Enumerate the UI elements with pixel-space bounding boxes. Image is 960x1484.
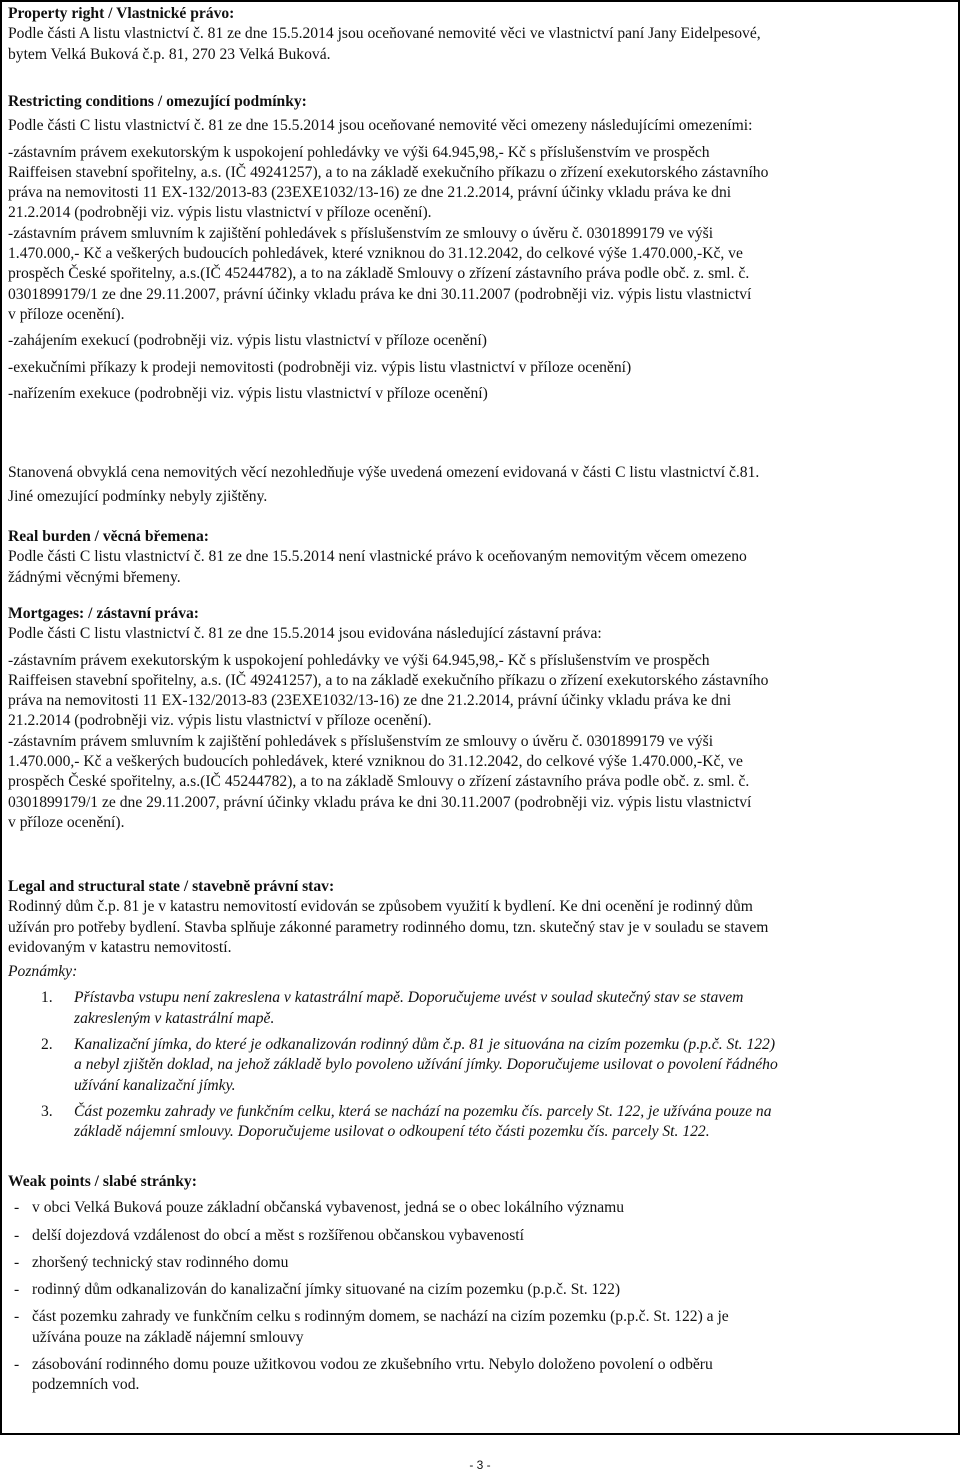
bullet-dash: - bbox=[14, 1308, 20, 1326]
text-line: -zástavním právem smluvním k zajištění pohledávek s příslušenstvím ze smlouvy o úvěru č. 0301899179 ve výši bbox=[8, 732, 714, 750]
text-line: zakresleným v katastrální mapě. bbox=[74, 1009, 275, 1027]
text-line: zásobování rodinného domu pouze užitkovou vodou ze zkušebního vrtu. Nebylo doloženo povolení o odběru bbox=[32, 1356, 713, 1374]
note-number: 1. bbox=[41, 989, 53, 1007]
section-property-right bbox=[8, 4, 950, 65]
text-line: a nebyl zjištěn doklad, na jehož základě bylo povoleno užívání jímky. Doporučujeme usilovat o povolení řádného bbox=[74, 1056, 778, 1074]
text-line: podzemních vod. bbox=[32, 1376, 140, 1394]
real-burden-line: žádnými věcnými břemeny. bbox=[8, 568, 181, 586]
text-line: základě nájemní smlouvy. Doporučujeme usilovat o odkoupení této části pozemku čís. parcely St. 122. bbox=[74, 1123, 710, 1141]
text-line: rodinný dům odkanalizován do kanalizační jímky situované na cizím pozemku (p.p.č. St. 122) bbox=[32, 1281, 621, 1299]
text-line: v příloze ocenění). bbox=[8, 813, 125, 831]
statement-line: Stanovená obvyklá cena nemovitých věcí nezohledňuje výše uvedená omezení evidovaná v části C listu vlastnictví č.81. bbox=[8, 464, 760, 481]
text-line: Rodinný dům č.p. 81 je v katastru nemovitostí evidován se způsobem využití k bydlení. Ke dni ocenění je rodinný dům bbox=[8, 898, 753, 916]
weak-point-item bbox=[8, 1280, 950, 1300]
weak-point-item bbox=[8, 1307, 950, 1348]
real-burden-line: Podle části C listu vlastnictví č. 81 ze dne 15.5.2014 není vlastnické právo k oceňovaným nemovitým věcem omezeno bbox=[8, 548, 747, 566]
text-line: zhoršený technický stav rodinného domu bbox=[32, 1253, 289, 1271]
mortgage-item bbox=[8, 651, 950, 732]
weak-point-item bbox=[8, 1355, 950, 1396]
mortgage-item bbox=[8, 732, 950, 833]
text-line: -zástavním právem exekutorským k uspokojení pohledávky ve výši 64.945,98,- Kč s příslušenstvím ve prospěch bbox=[8, 651, 710, 669]
text-line: Raiffeisen stavební spořitelny, a.s. (IČ 49241257), a to na základě exekučního příkazu o zřízení exekutorského zástavního bbox=[8, 163, 769, 181]
weak-point-item bbox=[8, 1253, 950, 1273]
statement-line: Jiné omezující podmínky nebyly zjištěny. bbox=[8, 488, 268, 506]
legal-heading: Legal and structural state / stavebně právní stav: bbox=[8, 878, 335, 895]
text-line: 0301899179/1 ze dne 29.11.2007, právní účinky vkladu práva ke dni 30.11.2007 (podrobněji viz. výpis listu vlastnictví bbox=[8, 793, 752, 811]
text-line: prospěch České spořitelny, a.s.(IČ 45244782), a to na základě Smlouvy o zřízení zástavního práva podle obč. z. sml. č. bbox=[8, 265, 750, 283]
text-line: 21.2.2014 (podrobněji viz. výpis listu vlastnictví v příloze ocenění). bbox=[8, 204, 432, 222]
text-line: -zástavním právem exekutorským k uspokojení pohledávky ve výši 64.945,98,- Kč s příslušenstvím ve prospěch bbox=[8, 143, 710, 161]
text-line: užívána pouze na základě nájemní smlouvy bbox=[32, 1328, 304, 1346]
note-item bbox=[8, 1035, 950, 1096]
weak-point-item bbox=[8, 1198, 950, 1218]
section-mortgages bbox=[8, 604, 950, 833]
note-item bbox=[8, 988, 950, 1029]
bullet-dash: - bbox=[14, 1281, 20, 1299]
bullet-dash: - bbox=[14, 1356, 20, 1374]
text-line: užívání kanalizační jímky. bbox=[74, 1076, 236, 1094]
page-number: - 3 - bbox=[469, 1458, 491, 1472]
text-line: 1.470.000,- Kč a veškerých budoucích pohledávek, které vzniknou do 31.12.2042, do celkové výše 1.470.000,-Kč, ve bbox=[8, 245, 743, 263]
restricting-item: -exekučními příkazy k prodeji nemovitosti (podrobněji viz. výpis listu vlastnictví v příloze ocenění) bbox=[8, 358, 632, 376]
text-line: práva na nemovitosti 11 EX-132/2013-83 (23EXE1032/13-16) ze dne 21.2.2014, právní účinky vkladu práva ke dni bbox=[8, 184, 732, 202]
notes-label: Poznámky: bbox=[8, 963, 78, 981]
text-line: část pozemku zahrady ve funkčním celku s rodinným domem, se nachází na cizím pozemku (p.p.č. St. 122) a je bbox=[32, 1308, 729, 1326]
restricting-item bbox=[8, 224, 950, 325]
bullet-dash: - bbox=[14, 1199, 20, 1217]
real-burden-heading: Real burden / věcná břemena: bbox=[8, 528, 209, 545]
bullet-dash: - bbox=[14, 1253, 20, 1271]
section-weak-points bbox=[8, 1172, 950, 1396]
section-legal-state bbox=[8, 877, 950, 1143]
weak-points-heading: Weak points / slabé stránky: bbox=[8, 1173, 197, 1190]
restricting-item bbox=[8, 143, 950, 224]
text-line: Kanalizační jímka, do které je odkanalizován rodinný dům č.p. 81 je situována na cizím pozemku (p.p.č. St. 122) bbox=[74, 1036, 776, 1054]
section-real-burden bbox=[8, 527, 950, 588]
text-line: užíván pro potřeby bydlení. Stavba splňuje zákonné parametry rodinného domu, tzn. skutečný stav je v souladu se stavem bbox=[8, 918, 769, 936]
text-line: Část pozemku zahrady ve funkčním celku, která se nachází na pozemku čís. parcely St. 122, je užívána pouze na bbox=[74, 1102, 772, 1120]
property-right-line: Podle části A listu vlastnictví č. 81 ze dne 15.5.2014 jsou oceňované nemovité věci ve vlastnictví paní Jany Eidelpesové, bbox=[8, 25, 761, 43]
text-line: -zástavním právem smluvním k zajištění pohledávek s příslušenstvím ze smlouvy o úvěru č. 0301899179 ve výši bbox=[8, 224, 714, 242]
restricting-intro: Podle části C listu vlastnictví č. 81 ze dne 15.5.2014 jsou oceňované nemovité věci omezeny následujícími omezeními: bbox=[8, 117, 753, 135]
mortgages-intro: Podle části C listu vlastnictví č. 81 ze dne 15.5.2014 jsou evidována následující zástavní práva: bbox=[8, 625, 602, 643]
section-restricting bbox=[8, 92, 950, 404]
text-line: v obci Velká Buková pouze základní občanská vybavenost, jedná se o obec lokálního významu bbox=[32, 1199, 625, 1217]
note-number: 2. bbox=[41, 1036, 53, 1054]
restricting-item: -zahájením exekucí (podrobněji viz. výpis listu vlastnictví v příloze ocenění) bbox=[8, 332, 487, 350]
property-right-line: bytem Velká Buková č.p. 81, 270 23 Velká Buková. bbox=[8, 45, 331, 63]
text-line: 1.470.000,- Kč a veškerých budoucích pohledávek, které vzniknou do 31.12.2042, do celkové výše 1.470.000,-Kč, ve bbox=[8, 753, 743, 771]
text-line: v příloze ocenění). bbox=[8, 305, 125, 323]
note-number: 3. bbox=[41, 1102, 53, 1120]
mortgages-heading: Mortgages: / zástavní práva: bbox=[8, 605, 199, 622]
text-line: práva na nemovitosti 11 EX-132/2013-83 (23EXE1032/13-16) ze dne 21.2.2014, právní účinky vkladu práva ke dni bbox=[8, 692, 732, 710]
text-line: delší dojezdová vzdálenost do obcí a měst s rozšířenou občanskou vybaveností bbox=[32, 1226, 524, 1244]
section-statement bbox=[8, 463, 950, 508]
bullet-dash: - bbox=[14, 1226, 20, 1244]
restricting-item: -nařízením exekuce (podrobněji viz. výpis listu vlastnictví v příloze ocenění) bbox=[8, 384, 488, 402]
note-item bbox=[8, 1102, 950, 1143]
weak-point-item bbox=[8, 1226, 950, 1246]
text-line: Raiffeisen stavební spořitelny, a.s. (IČ 49241257), a to na základě exekučního příkazu o zřízení exekutorského zástavního bbox=[8, 671, 769, 689]
property-right-heading: Property right / Vlastnické právo: bbox=[8, 5, 235, 22]
text-line: prospěch České spořitelny, a.s.(IČ 45244782), a to na základě Smlouvy o zřízení zástavního práva podle obč. z. sml. č. bbox=[8, 773, 750, 791]
text-line: evidovaným v katastru nemovitostí. bbox=[8, 938, 232, 956]
notes-list bbox=[8, 988, 950, 1142]
text-line: Přístavba vstupu není zakreslena v katastrální mapě. Doporučujeme uvést v soulad skutečný stav se stavem bbox=[74, 989, 744, 1007]
text-line: 21.2.2014 (podrobněji viz. výpis listu vlastnictví v příloze ocenění). bbox=[8, 712, 432, 730]
text-line: 0301899179/1 ze dne 29.11.2007, právní účinky vkladu práva ke dni 30.11.2007 (podrobněji viz. výpis listu vlastnictví bbox=[8, 285, 752, 303]
restricting-heading: Restricting conditions / omezující podmínky: bbox=[8, 93, 307, 110]
